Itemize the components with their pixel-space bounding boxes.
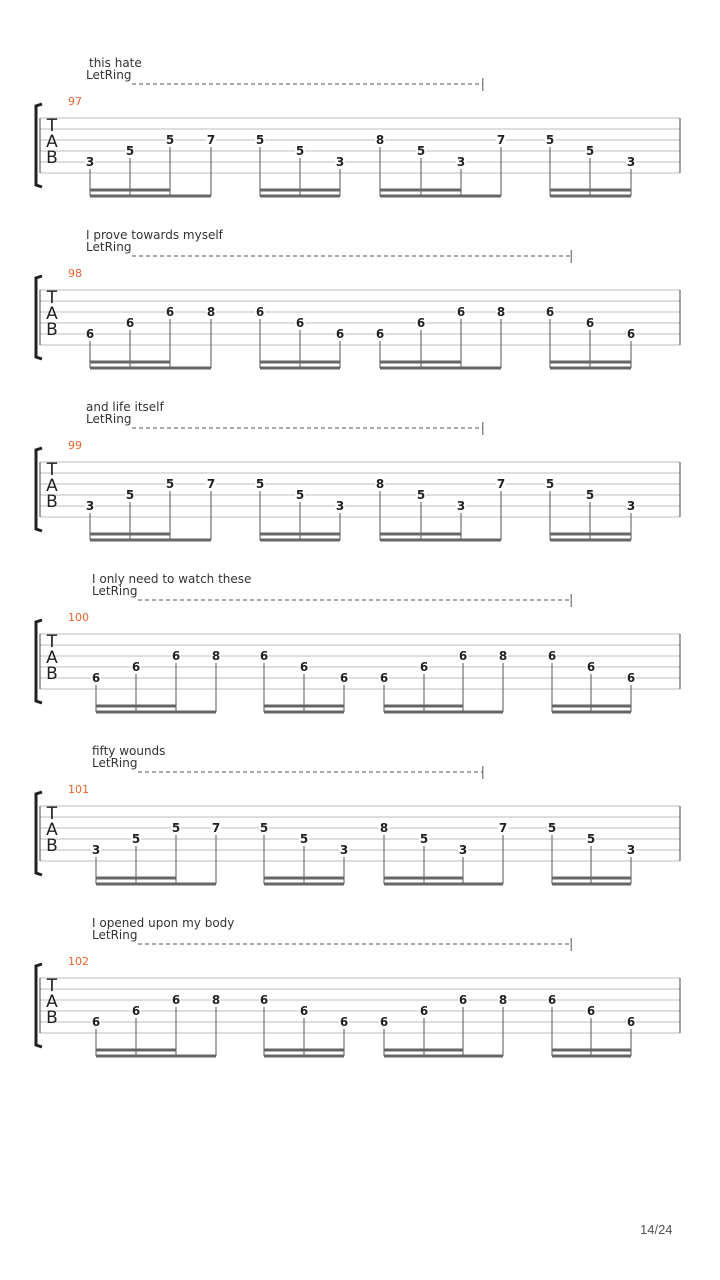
fret-number: 5	[259, 821, 269, 835]
fret-number: 6	[419, 1004, 429, 1018]
staff-bracket	[36, 276, 42, 359]
tab-clef-letter: B	[46, 148, 58, 168]
tab-clef-letter: A	[46, 648, 58, 668]
let-ring-label: LetRing	[86, 68, 132, 82]
fret-number: 6	[547, 993, 557, 1007]
tab-clef-letter: T	[46, 288, 58, 308]
fret-number: 6	[375, 327, 385, 341]
lyric-text: this hate	[89, 56, 142, 70]
fret-number: 5	[255, 477, 265, 491]
tab-clef-letter: T	[46, 804, 58, 824]
fret-number: 8	[211, 649, 221, 663]
lyric-text: I only need to watch these	[92, 572, 252, 586]
tab-clef-letter: B	[46, 320, 58, 340]
fret-number: 5	[547, 821, 557, 835]
fret-number: 5	[416, 488, 426, 502]
tab-clef-letter: B	[46, 664, 58, 684]
fret-number: 3	[456, 499, 466, 513]
tab-clef-letter: A	[46, 820, 58, 840]
tab-clef-letter: T	[46, 116, 58, 136]
fret-number: 8	[498, 649, 508, 663]
measure-number: 98	[68, 267, 82, 280]
tab-clef-letter: A	[46, 304, 58, 324]
fret-number: 5	[295, 144, 305, 158]
fret-number: 3	[626, 843, 636, 857]
fret-number: 3	[626, 499, 636, 513]
tab-clef-letter: T	[46, 460, 58, 480]
fret-number: 6	[335, 327, 345, 341]
fret-number: 5	[165, 477, 175, 491]
fret-number: 6	[165, 305, 175, 319]
fret-number: 5	[295, 488, 305, 502]
fret-number: 8	[496, 305, 506, 319]
fret-number: 6	[419, 660, 429, 674]
fret-number: 6	[131, 660, 141, 674]
fret-number: 5	[586, 832, 596, 846]
fret-number: 5	[255, 133, 265, 147]
fret-number: 8	[375, 133, 385, 147]
fret-number: 6	[547, 649, 557, 663]
fret-number: 6	[626, 327, 636, 341]
measure-number: 97	[68, 95, 82, 108]
fret-number: 3	[339, 843, 349, 857]
fret-number: 3	[85, 155, 95, 169]
let-ring-label: LetRing	[92, 756, 138, 770]
fret-number: 6	[259, 649, 269, 663]
fret-number: 6	[255, 305, 265, 319]
lyric-text: I opened upon my body	[92, 916, 235, 930]
fret-number: 5	[165, 133, 175, 147]
fret-number: 5	[545, 133, 555, 147]
fret-number: 3	[335, 499, 345, 513]
staff-bracket	[36, 104, 42, 187]
fret-number: 6	[626, 671, 636, 685]
tab-clef-letter: B	[46, 492, 58, 512]
fret-number: 6	[91, 671, 101, 685]
tab-clef-letter: A	[46, 476, 58, 496]
tab-clef-letter: T	[46, 632, 58, 652]
fret-number: 6	[458, 649, 468, 663]
fret-number: 6	[339, 671, 349, 685]
tab-clef-letter: A	[46, 992, 58, 1012]
let-ring-label: LetRing	[92, 928, 138, 942]
fret-number: 5	[545, 477, 555, 491]
page-number: 14/24	[640, 1222, 673, 1237]
fret-number: 7	[206, 133, 216, 147]
fret-number: 6	[585, 316, 595, 330]
staff-bracket	[36, 448, 42, 531]
fret-number: 7	[496, 133, 506, 147]
fret-number: 6	[125, 316, 135, 330]
let-ring-label: LetRing	[86, 412, 132, 426]
lyric-text: fifty wounds	[92, 744, 166, 758]
fret-number: 5	[125, 488, 135, 502]
fret-number: 5	[131, 832, 141, 846]
fret-number: 8	[498, 993, 508, 1007]
fret-number: 3	[458, 843, 468, 857]
staff-bracket	[36, 792, 42, 875]
fret-number: 6	[586, 660, 596, 674]
fret-number: 6	[91, 1015, 101, 1029]
fret-number: 3	[626, 155, 636, 169]
fret-number: 7	[211, 821, 221, 835]
fret-number: 3	[456, 155, 466, 169]
tab-clef-letter: B	[46, 836, 58, 856]
fret-number: 6	[299, 660, 309, 674]
measure-number: 102	[68, 955, 89, 968]
let-ring-label: LetRing	[86, 240, 132, 254]
fret-number: 6	[339, 1015, 349, 1029]
let-ring-label: LetRing	[92, 584, 138, 598]
fret-number: 3	[85, 499, 95, 513]
fret-number: 7	[496, 477, 506, 491]
fret-number: 7	[498, 821, 508, 835]
fret-number: 5	[585, 488, 595, 502]
measure-number: 100	[68, 611, 89, 624]
fret-number: 6	[171, 649, 181, 663]
fret-number: 6	[379, 1015, 389, 1029]
measure-number: 99	[68, 439, 82, 452]
fret-number: 6	[299, 1004, 309, 1018]
fret-number: 3	[91, 843, 101, 857]
fret-number: 6	[416, 316, 426, 330]
staff-bracket	[36, 620, 42, 703]
fret-number: 8	[375, 477, 385, 491]
fret-number: 5	[171, 821, 181, 835]
fret-number: 6	[545, 305, 555, 319]
fret-number: 7	[206, 477, 216, 491]
fret-number: 5	[419, 832, 429, 846]
fret-number: 6	[131, 1004, 141, 1018]
fret-number: 5	[416, 144, 426, 158]
fret-number: 6	[626, 1015, 636, 1029]
fret-number: 6	[456, 305, 466, 319]
fret-number: 6	[379, 671, 389, 685]
fret-number: 6	[85, 327, 95, 341]
tab-clef-letter: B	[46, 1008, 58, 1028]
fret-number: 8	[211, 993, 221, 1007]
staff-bracket	[36, 964, 42, 1047]
fret-number: 6	[171, 993, 181, 1007]
tab-clef-letter: A	[46, 132, 58, 152]
measure-number: 101	[68, 783, 89, 796]
fret-number: 3	[335, 155, 345, 169]
fret-number: 6	[458, 993, 468, 1007]
fret-number: 6	[586, 1004, 596, 1018]
fret-number: 6	[295, 316, 305, 330]
fret-number: 5	[299, 832, 309, 846]
tab-clef-letter: T	[46, 976, 58, 996]
fret-number: 8	[379, 821, 389, 835]
lyric-text: I prove towards myself	[86, 228, 223, 242]
fret-number: 5	[585, 144, 595, 158]
fret-number: 6	[259, 993, 269, 1007]
fret-number: 5	[125, 144, 135, 158]
lyric-text: and life itself	[86, 400, 164, 414]
fret-number: 8	[206, 305, 216, 319]
